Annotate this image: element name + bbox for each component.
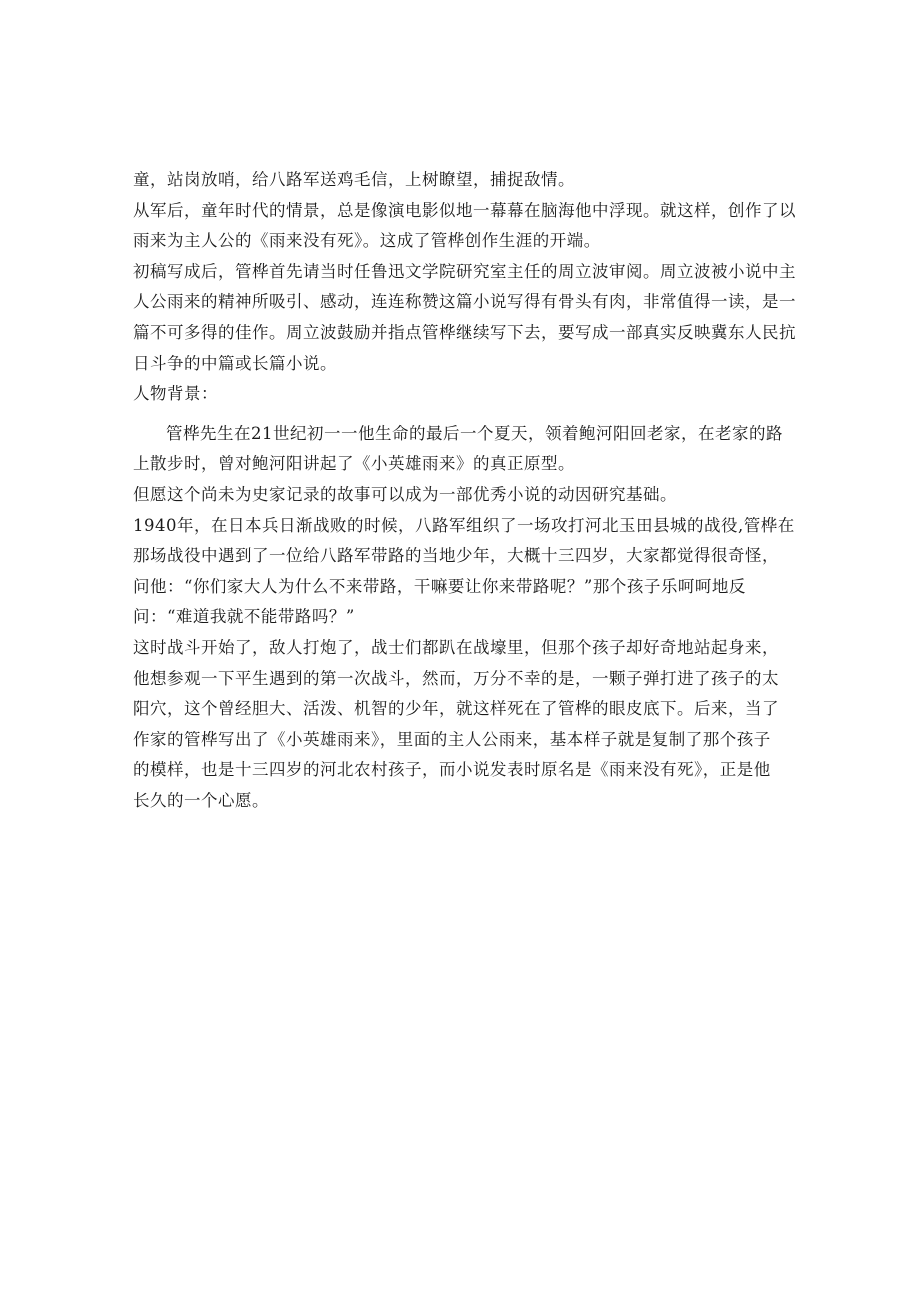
text-line: 阳穴，这个曾经胆大、活泼、机智的少年，就这样死在了管桦的眼皮底下。后来，当了 bbox=[133, 699, 779, 719]
text-line: 上散步时，曾对鲍河阳讲起了《小英雄雨来》的真正原型。 bbox=[133, 454, 575, 474]
text-line: 篇不可多得的佳作。周立波鼓励并指点管桦继续写下去，要写成一部真实反映冀东人民抗 bbox=[133, 322, 796, 342]
text-line: 初稿写成后，管桦首先请当时任鲁迅文学院研究室主任的周立波审阅。周立波被小说中主 bbox=[133, 261, 796, 281]
section-heading: 人物背景： bbox=[133, 384, 218, 404]
text-line: 童，站岗放哨，给八路军送鸡毛信，上树瞭望，捕捉敌情。 bbox=[133, 170, 575, 189]
text-line: 日斗争的中篇或长篇小说。 bbox=[133, 353, 337, 373]
text-line: 问：“难道我就不能带路吗？” bbox=[133, 607, 355, 627]
text-line: 长久的一个心愿。 bbox=[133, 790, 269, 810]
article-body bbox=[133, 165, 803, 816]
text-line: 但愿这个尚未为史家记录的故事可以成为一部优秀小说的动因研究基础。 bbox=[133, 484, 677, 504]
text-line: 作家的管桦写出了《小英雄雨来》，里面的主人公雨来，基本样子就是复制了那个孩子 bbox=[133, 729, 771, 749]
text-line: 人公雨来的精神所吸引、感动，连连称赞这篇小说写得有骨头有肉，非常值得一读，是一 bbox=[133, 292, 796, 312]
text-line: 那场战役中遇到了一位给八路军带路的当地少年，大概十三四岁，大家都觉得很奇怪， bbox=[133, 546, 779, 566]
text-line: 他想参观一下平生遇到的第一次战斗，然而，万分不幸的是，一颗子弹打进了孩子的太 bbox=[133, 668, 779, 688]
paragraph-gap bbox=[133, 410, 803, 419]
text-line: 管桦先生在21世纪初一一他生命的最后一个夏天，领着鲍河阳回老家，在老家的路 bbox=[166, 423, 783, 443]
text-line: 这时战斗开始了，敌人打炮了，战士们都趴在战壕里，但那个孩子却好奇地站起身来， bbox=[133, 637, 779, 657]
text-line: 雨来为主人公的《雨来没有死》。这成了管桦创作生涯的开端。 bbox=[133, 231, 601, 251]
text-line: 的模样，也是十三四岁的河北农村孩子，而小说发表时原名是《雨来没有死》，正是他 bbox=[133, 760, 771, 780]
text-line: 问他：“你们家大人为什么不来带路，干嘛要让你来带路呢？”那个孩子乐呵呵地反 bbox=[133, 576, 746, 596]
text-line: 1940年，在日本兵日渐战败的时候，八路军组织了一场攻打河北玉田县城的战役,管桦在 bbox=[133, 515, 795, 535]
text-line: 从军后，童年时代的情景，总是像演电影似地一幕幕在脑海他中浮现。就这样，创作了以 bbox=[133, 200, 796, 220]
